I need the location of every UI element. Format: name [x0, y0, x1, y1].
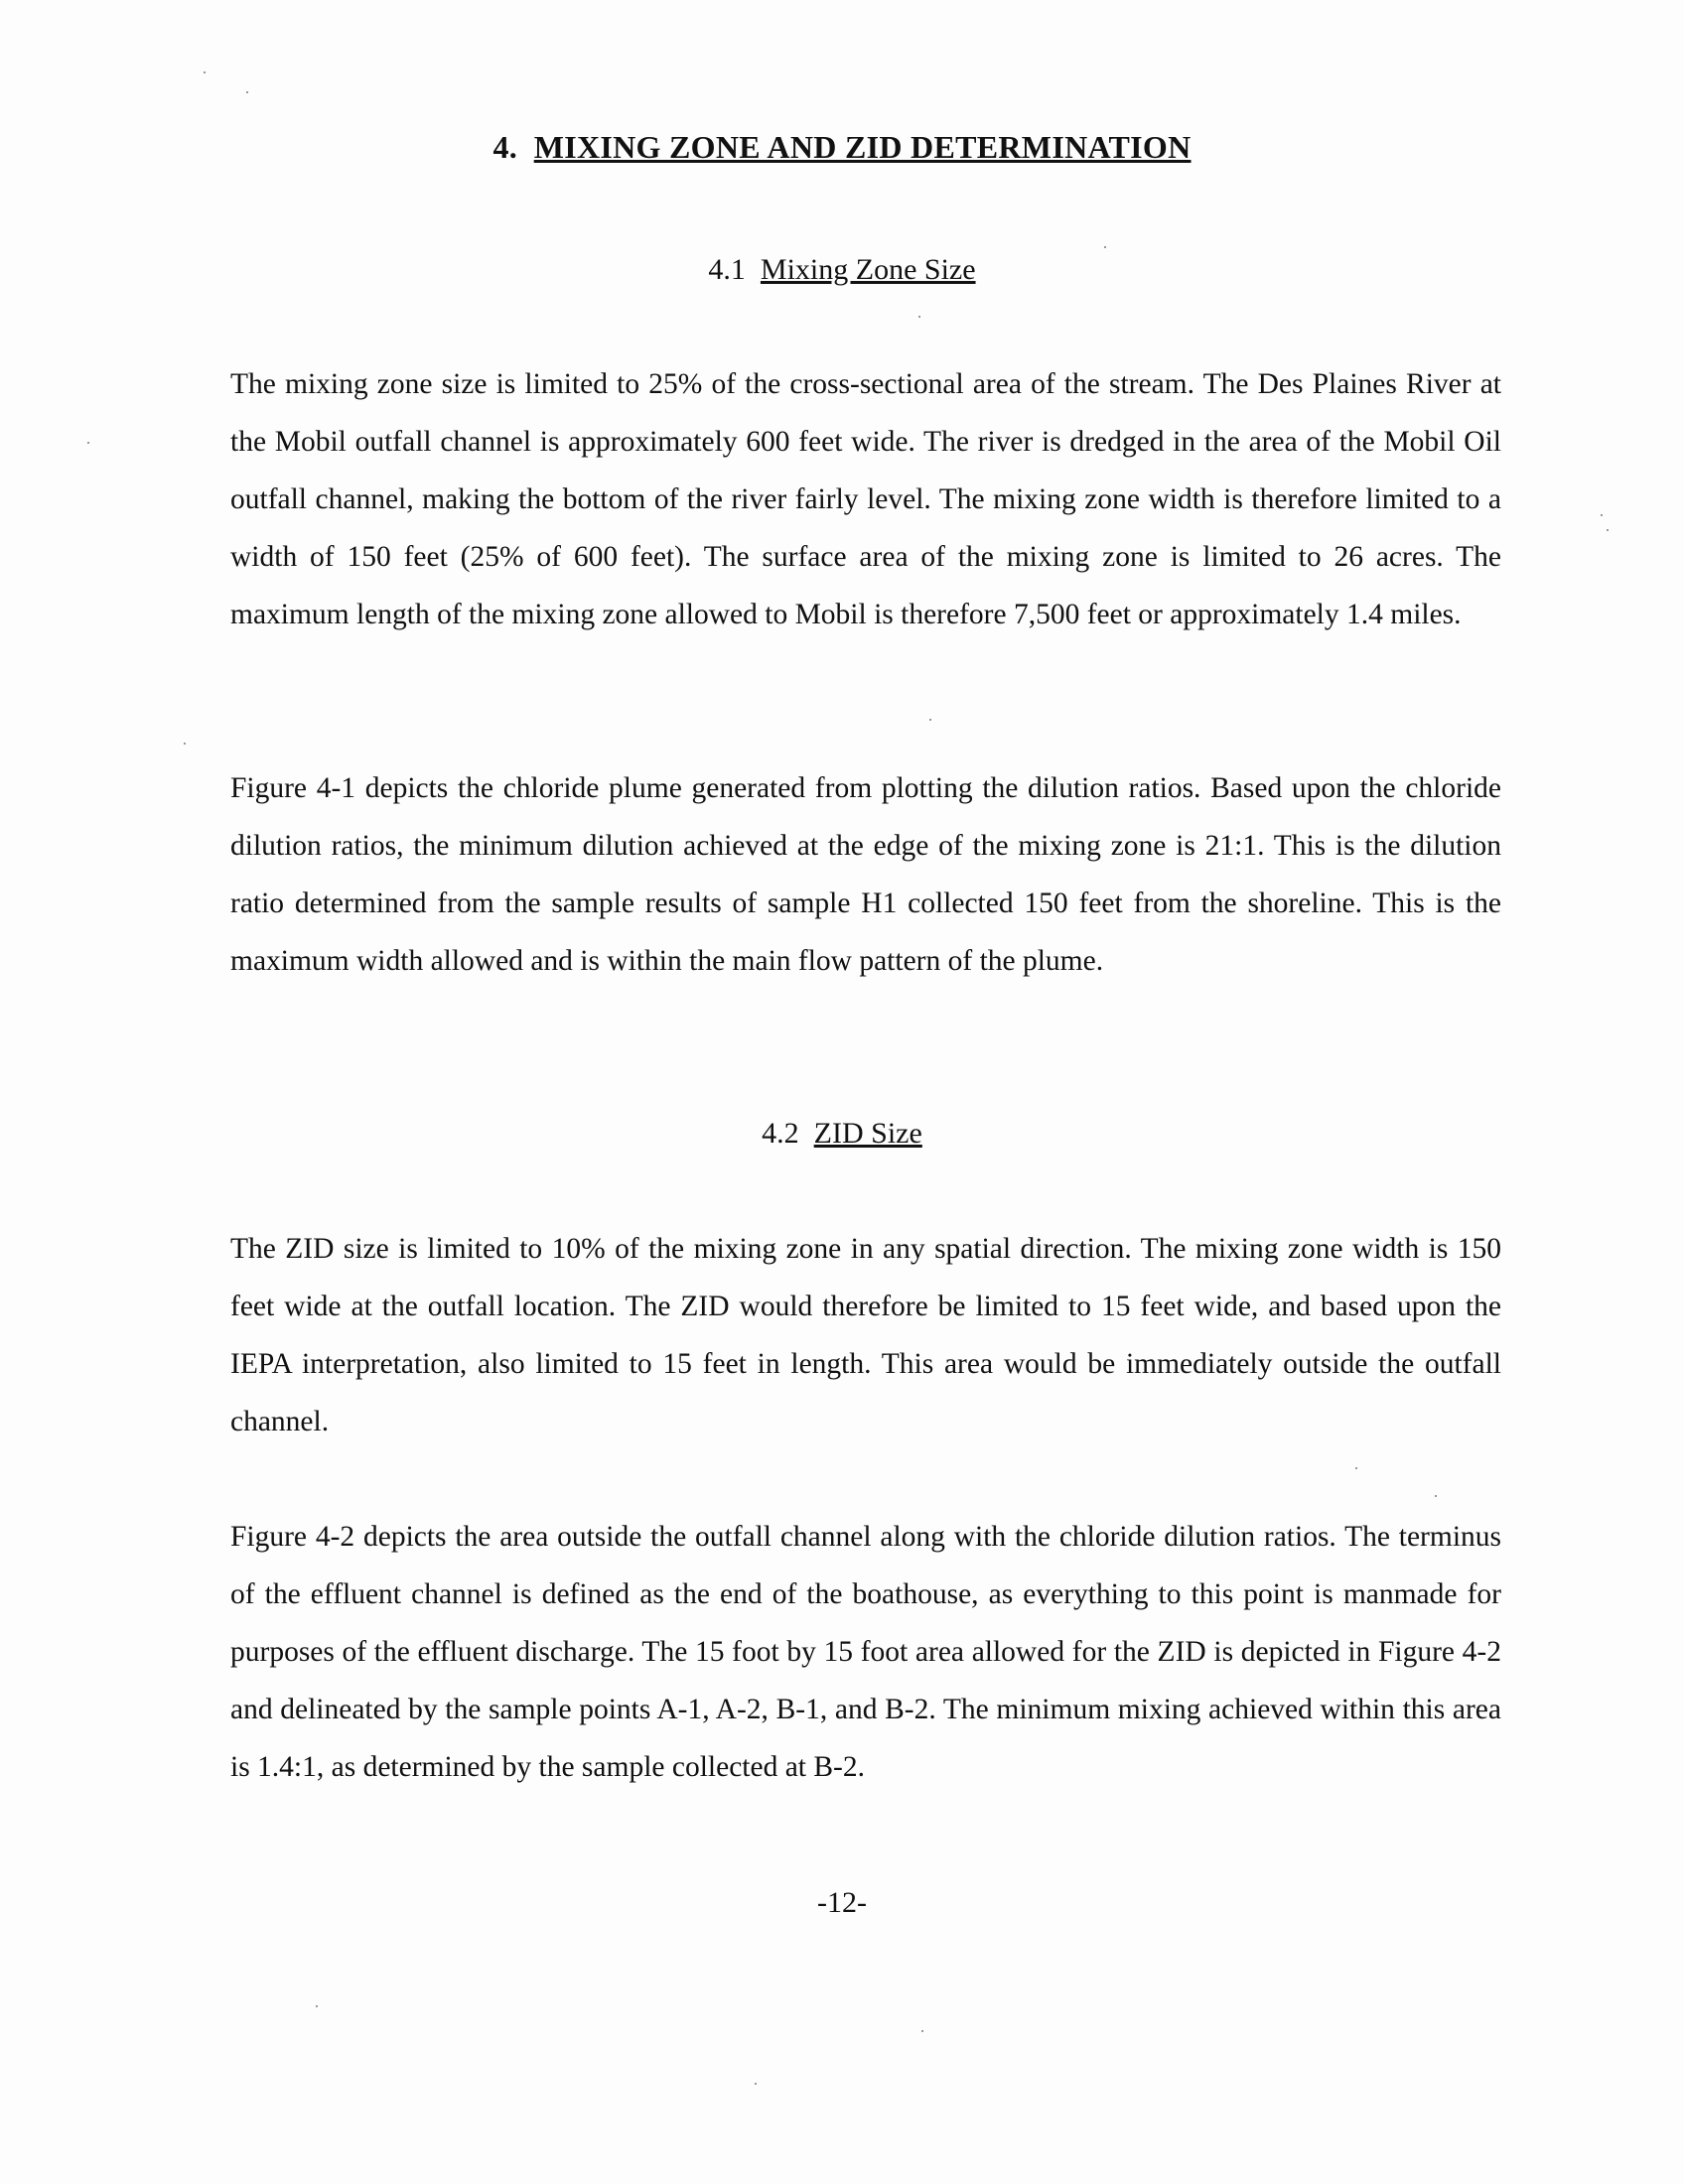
paragraph-zid-figure: Figure 4-2 depicts the area outside the outfall channel along with the chloride dilution ratios. The terminus of the effluent channel is defined as the end of the boathouse, as everything to this point is manmade for purposes of the effluent discharge. The 15 foot by 15 foot area allowed for the ZID is depicted in Figure 4-2 and delineated by the sample points A-1, A-2, B-1, and B-2. The minimum mixing achieved within this area is 1.4:1, as determined by the sample collected at B-2.: [230, 1521, 1501, 1783]
scan-speck: [755, 2083, 757, 2085]
paragraph-zid-limits: The ZID size is limited to 10% of the mixing zone in any spatial direction. The mixing zone width is 150 feet wide at the outfall location. The ZID would therefore be limited to 15 feet wide, and based upon the IEPA interpretation, also limited to 15 feet in length. This area would be immediately outside the outfall channel.: [230, 1233, 1501, 1437]
scan-speck: [246, 91, 248, 93]
subsection-heading-4-1: [0, 253, 1684, 287]
scan-speck: [918, 316, 920, 318]
scan-speck: [1355, 1467, 1357, 1469]
scan-speck: [316, 2005, 318, 2007]
subsection-title: Mixing Zone Size: [760, 253, 976, 286]
section-heading: [0, 129, 1684, 166]
scan-speck: [1607, 529, 1609, 531]
section-title: MIXING ZONE AND ZID DETERMINATION: [533, 129, 1192, 165]
paragraph-mixing-zone-limits: The mixing zone size is limited to 25% of the cross-sectional area of the stream. The Des Plaines River at the Mobil outfall channel is approximately 600 feet wide. The river is dredged in the area of the Mobil Oil outfall channel, making the bottom of the river fairly level. The mixing zone width is therefore limited to a width of 150 feet (25% of 600 feet). The surface area of the mixing zone is limited to 26 acres. The maximum length of the mixing zone allowed to Mobil is therefore 7,500 feet or approximately 1.4 miles.: [230, 368, 1501, 630]
scan-speck: [204, 71, 206, 73]
paragraph-chloride-plume: Figure 4-1 depicts the chloride plume generated from plotting the dilution ratios. Based upon the chloride dilution ratios, the minimum dilution achieved at the edge of the mixing zone is 21:1. This is the dilution ratio determined from the sample results of sample H1 collected 150 feet from the shoreline. This is the maximum width allowed and is within the main flow pattern of the plume.: [230, 772, 1501, 977]
scan-speck: [1435, 1495, 1437, 1497]
subsection-number: 4.2: [762, 1117, 799, 1150]
scan-speck: [1104, 246, 1106, 248]
scan-speck: [921, 2030, 923, 2032]
subsection-number: 4.1: [708, 253, 746, 286]
scan-speck: [184, 743, 186, 745]
section-number: 4.: [492, 129, 518, 165]
scan-speck: [929, 719, 931, 721]
subsection-title: ZID Size: [813, 1117, 922, 1150]
subsection-heading-4-2: [0, 1117, 1684, 1151]
page-number: -12-: [817, 1886, 867, 1919]
scan-speck: [87, 442, 89, 444]
scan-speck: [1601, 514, 1603, 516]
